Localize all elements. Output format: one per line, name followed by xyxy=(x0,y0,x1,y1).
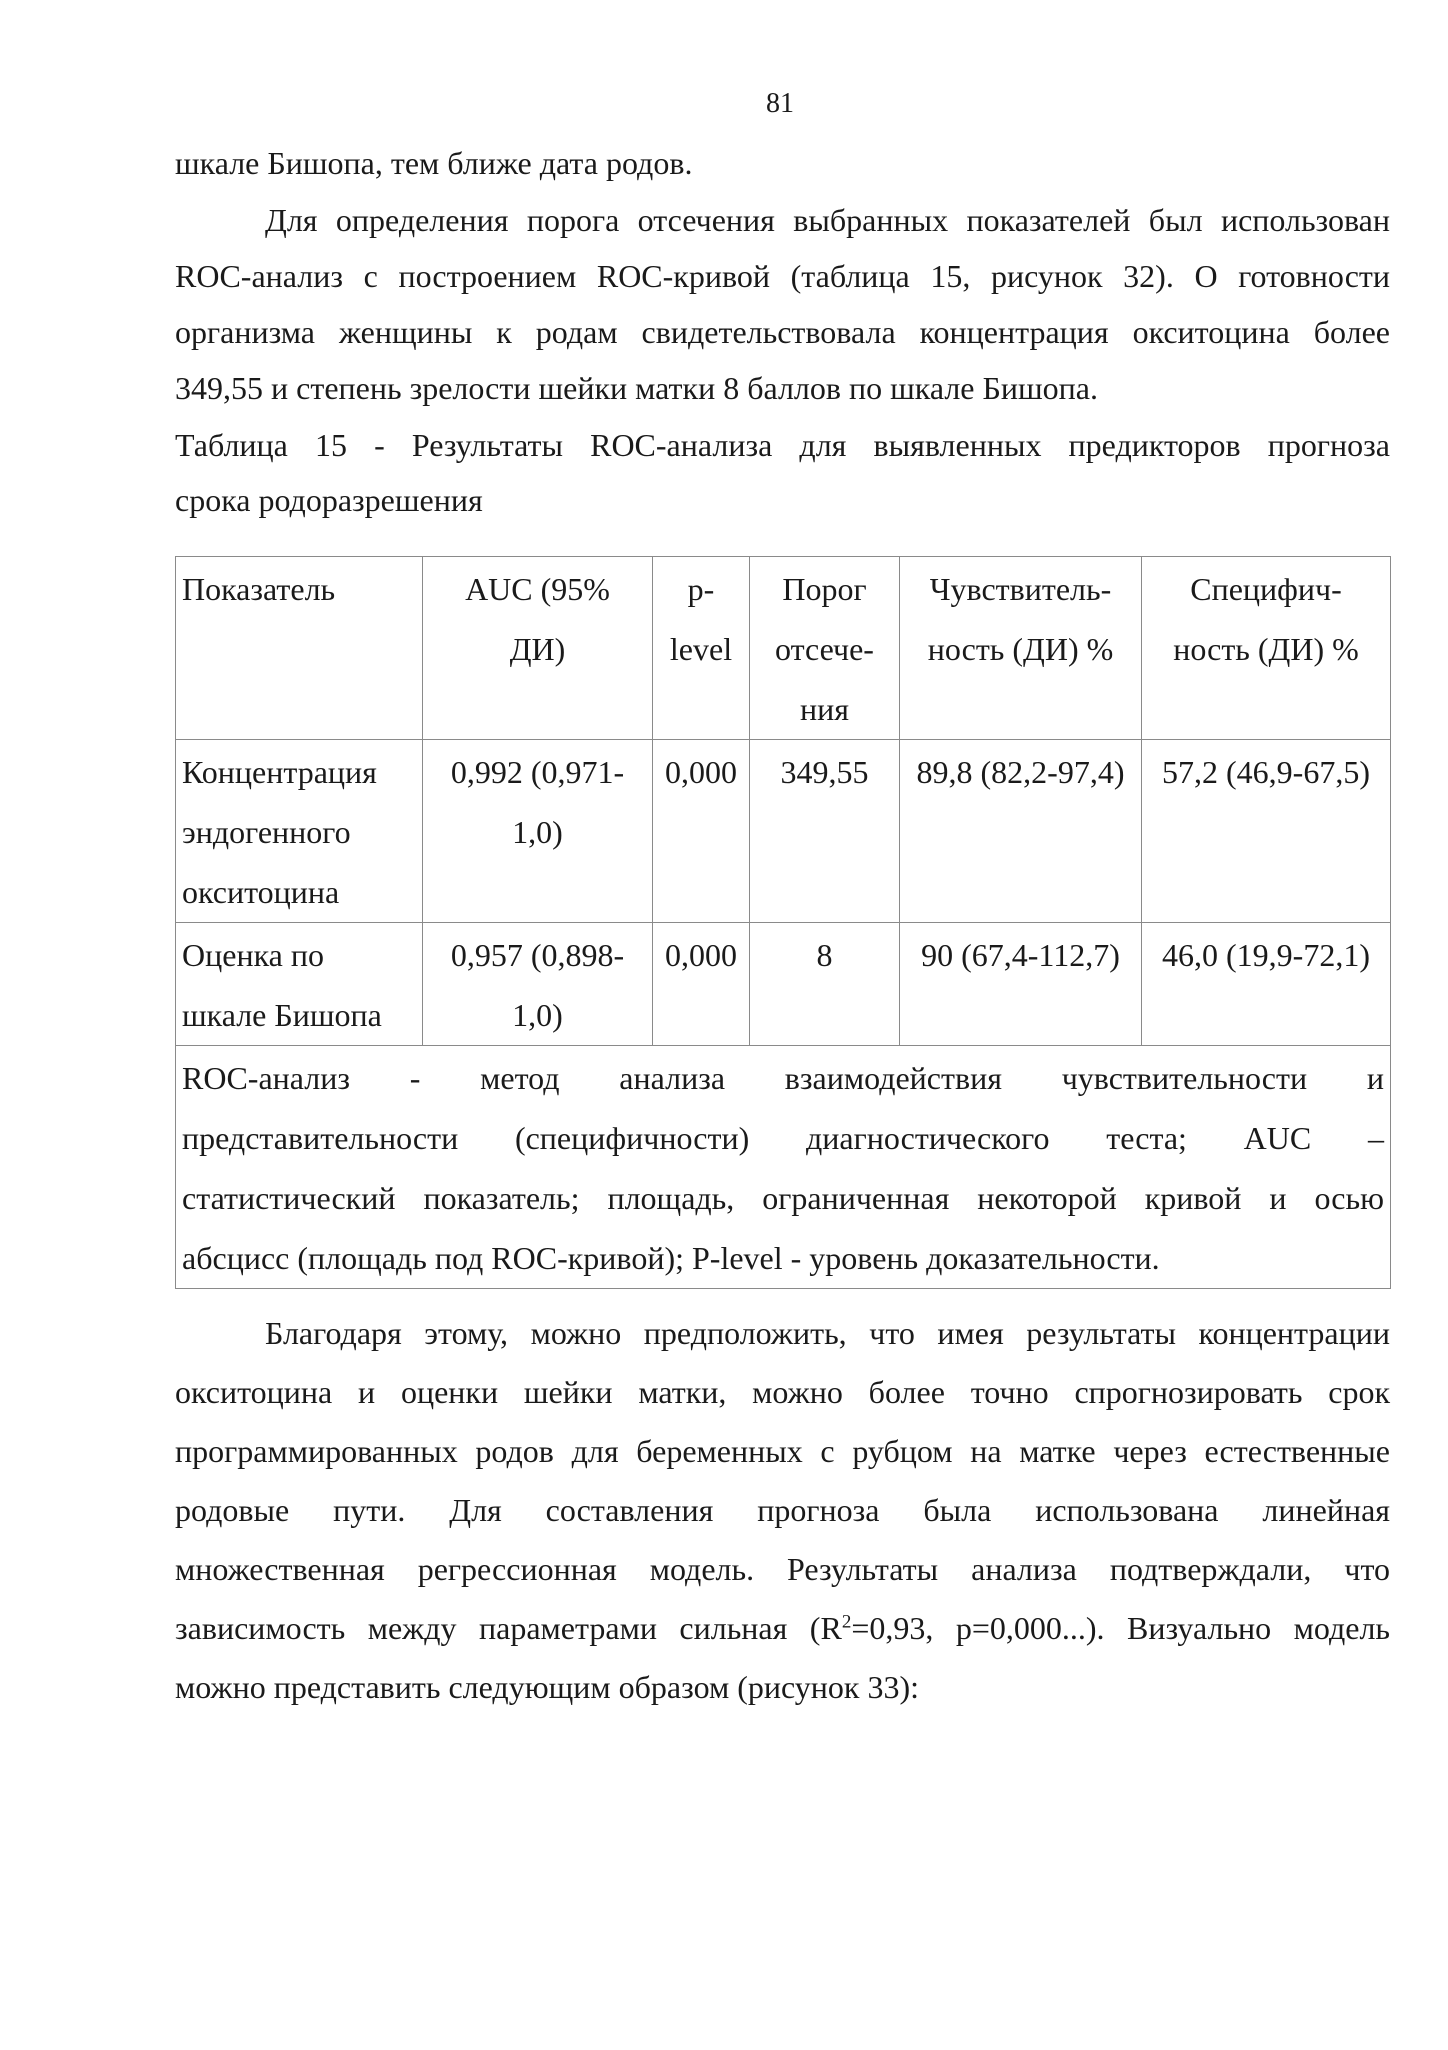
row-1-auc-line-2: 1,0) xyxy=(512,814,563,850)
row-1-plevel: 0,000 xyxy=(653,740,750,923)
row-1-auc xyxy=(423,740,653,923)
header-specificity-line-2: ность (ДИ) % xyxy=(1173,631,1359,667)
header-cutoff-line-2: отсече- xyxy=(775,631,874,667)
table-row xyxy=(176,740,1391,923)
row-2-indicator-line-2: шкале Бишопа xyxy=(182,997,382,1033)
header-sensitivity-line-1: Чувствитель- xyxy=(929,571,1112,607)
intro-line-1: шкале Бишопа, тем ближе дата родов. xyxy=(175,145,693,181)
row-1-cutoff: 349,55 xyxy=(750,740,900,923)
row-2-cutoff: 8 xyxy=(750,923,900,1046)
header-auc-line-1: AUC (95% xyxy=(465,571,610,607)
table-note xyxy=(176,1046,1391,1289)
table-row xyxy=(176,923,1391,1046)
header-cutoff-line-1: Порог xyxy=(782,571,867,607)
table-note-line-2: представительности (специфичности) диагностического теста; AUC – xyxy=(182,1120,1384,1156)
conclusion-line-1: Благодаря этому, можно предположить, что имея результаты концентрации xyxy=(265,1315,1390,1351)
table-note-line-3: статистический показатель; площадь, ограниченная некоторой кривой и осью xyxy=(182,1180,1384,1216)
conclusion-line-5: множественная регрессионная модель. Результаты анализа подтверждали, что xyxy=(175,1551,1390,1587)
row-1-specificity: 57,2 (46,9-67,5) xyxy=(1142,740,1391,923)
header-sensitivity xyxy=(900,557,1142,740)
header-specificity xyxy=(1142,557,1391,740)
header-auc-line-2: ДИ) xyxy=(509,631,566,667)
conclusion-line-7: можно представить следующим образом (рисунок 33): xyxy=(175,1669,919,1705)
row-2-indicator-line-1: Оценка по xyxy=(182,937,324,973)
conclusion-line-3: программированных родов для беременных с рубцом на матке через естественные xyxy=(175,1433,1390,1469)
header-plevel-line-2: level xyxy=(669,631,733,667)
row-2-auc-line-2: 1,0) xyxy=(512,997,563,1033)
conclusion-line-6-end: =0,93, p=0,000...). Визуально модель xyxy=(851,1610,1391,1646)
intro-paragraph-line-2: ROC-анализ с построением ROC-кривой (таблица 15, рисунок 32). О готовности xyxy=(175,258,1390,294)
header-plevel xyxy=(653,557,750,740)
intro-paragraph-line-1: Для определения порога отсечения выбранных показателей был использован xyxy=(265,202,1390,238)
intro-paragraph-line-4: 349,55 и степень зрелости шейки матки 8 баллов по шкале Бишопа. xyxy=(175,370,1098,406)
row-2-plevel: 0,000 xyxy=(653,923,750,1046)
table-note-row xyxy=(176,1046,1391,1289)
conclusion-line-6-start: зависимость между параметрами сильная (R xyxy=(175,1610,842,1646)
header-specificity-line-1: Специфич- xyxy=(1190,571,1342,607)
conclusion-line-6 xyxy=(175,1608,1390,1648)
table-note-line-4: абсцисс (площадь под ROC-кривой); P-level - уровень доказательности. xyxy=(182,1240,1160,1276)
conclusion-line-2: окситоцина и оценки шейки матки, можно более точно спрогнозировать срок xyxy=(175,1374,1390,1410)
intro-paragraph-line-3: организма женщины к родам свидетельствовала концентрация окситоцина более xyxy=(175,314,1390,350)
header-cutoff-line-3: ния xyxy=(800,691,849,727)
table-header-row xyxy=(176,557,1391,740)
roc-results-table xyxy=(175,556,1391,1289)
row-1-indicator-line-2: эндогенного xyxy=(182,814,351,850)
table-caption-line-2: срока родоразрешения xyxy=(175,482,483,518)
page-number: 81 xyxy=(766,88,794,119)
row-2-indicator xyxy=(176,923,423,1046)
header-cutoff xyxy=(750,557,900,740)
row-1-indicator-line-1: Концентрация xyxy=(182,754,377,790)
row-2-specificity: 46,0 (19,9-72,1) xyxy=(1142,923,1391,1046)
r-squared-superscript: 2 xyxy=(841,1611,852,1633)
table-note-line-1: ROC-анализ - метод анализа взаимодействия чувствительности и xyxy=(182,1060,1384,1096)
row-1-sensitivity: 89,8 (82,2-97,4) xyxy=(900,740,1142,923)
header-sensitivity-line-2: ность (ДИ) % xyxy=(927,631,1114,667)
row-1-indicator-line-3: окситоцина xyxy=(182,874,340,910)
row-2-auc xyxy=(423,923,653,1046)
header-plevel-line-1: p- xyxy=(687,571,715,607)
row-2-auc-line-1: 0,957 (0,898- xyxy=(450,937,625,973)
row-2-sensitivity: 90 (67,4-112,7) xyxy=(900,923,1142,1046)
header-indicator-text: Показатель xyxy=(182,571,336,607)
table-caption-line-1: Таблица 15 - Результаты ROC-анализа для выявленных предикторов прогноза xyxy=(175,427,1390,463)
row-1-auc-line-1: 0,992 (0,971- xyxy=(450,754,625,790)
row-1-indicator xyxy=(176,740,423,923)
header-auc xyxy=(423,557,653,740)
conclusion-line-4: родовые пути. Для составления прогноза была использована линейная xyxy=(175,1492,1390,1528)
header-indicator xyxy=(176,557,423,740)
